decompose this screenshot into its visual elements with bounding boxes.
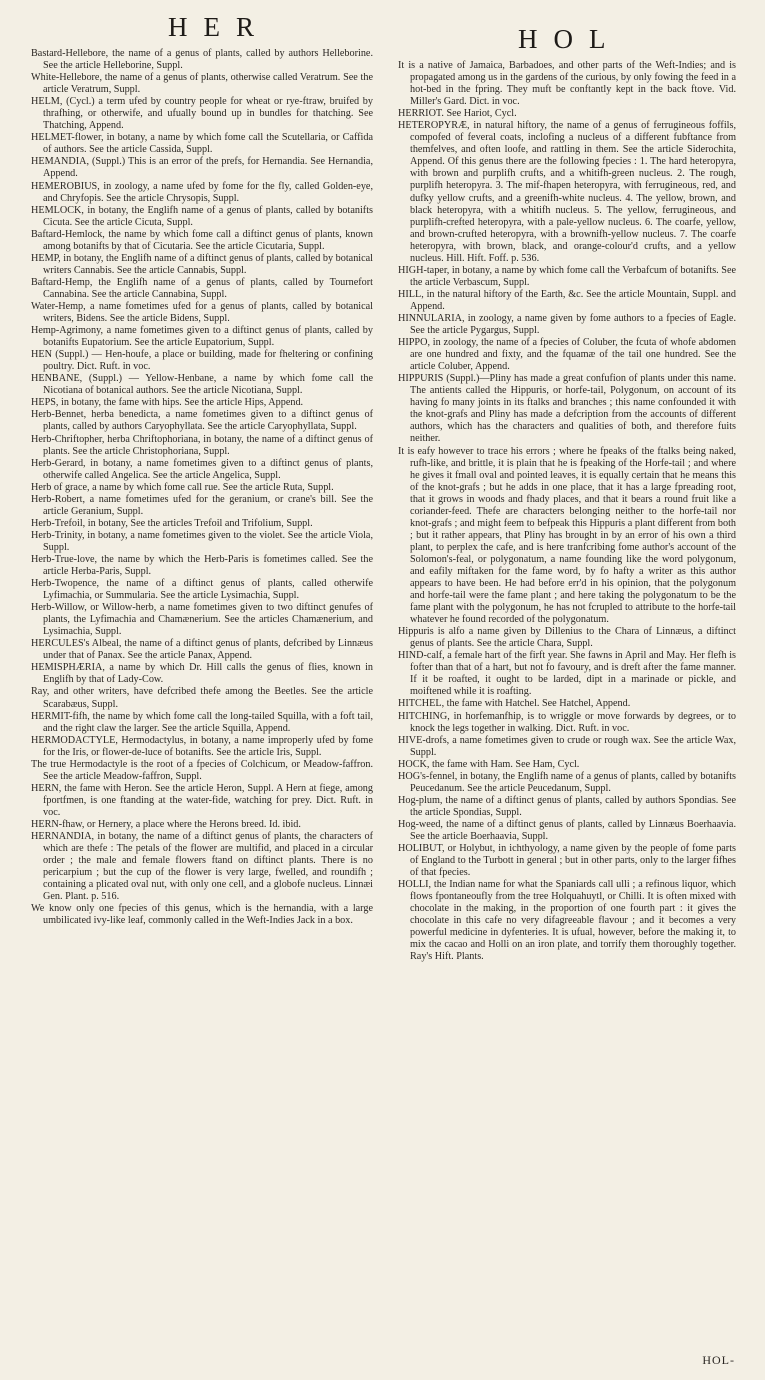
running-head-left: HER bbox=[168, 12, 270, 42]
dictionary-entry: HEMEROBIUS, in zoology, a name ufed by fome for the fly, called Golden-eye, and Chryfopis. See the article Chrysopis, Suppl. bbox=[31, 180, 373, 204]
dictionary-entry: HERNANDIA, in botany, the name of a diftinct genus of plants, the characters of which are thefe : The petals of the flower are multifid, and placed in a circular order ; the male and female flowers ftand on diftinct plants. There is no pericarpium ; but the cup of the flower is very large, fwelled, and roundifh ; containing a plicated oval nut, with only one cell, and a globofe nucleus. Linnæi Gen. Plant. p. 516. bbox=[31, 831, 373, 903]
dictionary-entry: HILL, in the natural hiftory of the Earth, &c. See the article Mountain, Suppl. and Append. bbox=[398, 288, 736, 312]
dictionary-entry: HIGH-taper, in botany, a name by which fome call the Verbafcum of botanifts. See the article Verbascum, Suppl. bbox=[398, 264, 736, 288]
dictionary-entry: HERMODACTYLE, Hermodactylus, in botany, a name improperly ufed by fome for the Iris, or flower-de-luce of botanifts. See the article Iris, Suppl. bbox=[31, 734, 373, 758]
dictionary-entry: White-Hellebore, the name of a genus of plants, otherwise called Veratrum. See the article Veratrum, Suppl. bbox=[31, 72, 373, 96]
dictionary-entry: Bastard-Hellebore, the name of a genus of plants, called by authors Helleborine. See the article Helleborine, Suppl. bbox=[31, 48, 373, 72]
dictionary-entry: Ray, and other writers, have defcribed thefe among the Beetles. See the article Scarabæus, Suppl. bbox=[31, 686, 373, 710]
dictionary-entry: Herb-Robert, a name fometimes ufed for the geranium, or crane's bill. See the article Geranium, Suppl. bbox=[31, 493, 373, 517]
dictionary-entry: Baftard-Hemp, the Englifh name of a genus of plants, called by Tournefort Cannabina. See the article Cannabina, Suppl. bbox=[31, 276, 373, 300]
left-column bbox=[31, 48, 373, 927]
dictionary-entry: Herb-Gerard, in botany, a name fometimes given to a diftinct genus of plants, otherwife called Angelica. See the article Angelica, Suppl. bbox=[31, 457, 373, 481]
running-head-right: HOL bbox=[518, 24, 622, 54]
dictionary-entry: HOLIBUT, or Holybut, in ichthyology, a name given by the people of fome parts of England to the Turbott in general ; but in other parts, only to the larger fifhes of that fpecies. bbox=[398, 843, 736, 879]
dictionary-entry: HIND-calf, a female hart of the firft year. She fawns in April and May. Her flefh is fofter than that of a hart, but not fo favoury, and is dreft after the fame manner. If it be roafted, it ought to be larded, dipt in a marinade or pickle, and moiftened while it is roafting. bbox=[398, 650, 736, 698]
dictionary-entry: HELMET-flower, in botany, a name by which fome call the Scutellaria, or Caffida of authors. See the article Cassida, Suppl. bbox=[31, 132, 373, 156]
dictionary-entry: Herb-Bennet, herba benedicta, a name fometimes given to a diftinct genus of plants, called by authors Caryophyllata. See the article Caryophyllata, Suppl. bbox=[31, 409, 373, 433]
dictionary-entry: HEMISPHÆRIA, a name by which Dr. Hill calls the genus of flies, known in Englifh by that of Lady-Cow. bbox=[31, 662, 373, 686]
dictionary-entry: Herb-Trinity, in botany, a name fometimes given to the violet. See the article Viola, Suppl. bbox=[31, 529, 373, 553]
dictionary-entry: HIVE-drofs, a name fometimes given to crude or rough wax. See the article Wax, Suppl. bbox=[398, 734, 736, 758]
dictionary-entry: HENBANE, (Suppl.) — Yellow-Henbane, a name by which fome call the Nicotiana of botanical authors. See the article Nicotiana, Suppl. bbox=[31, 373, 373, 397]
dictionary-entry: Hemp-Agrimony, a name fometimes given to a diftinct genus of plants, called by botanifts Eupatorium. See the article Eupatorium, Suppl. bbox=[31, 325, 373, 349]
dictionary-entry: HEMANDIA, (Suppl.) This is an error of the prefs, for Hernandia. See Hernandia, Append. bbox=[31, 156, 373, 180]
dictionary-entry: Herb-Trefoil, in botany, See the articles Trefoil and Trifolium, Suppl. bbox=[31, 517, 313, 529]
dictionary-entry: Herb of grace, a name by which fome call rue. See the article Ruta, Suppl. bbox=[31, 481, 334, 493]
dictionary-entry: Hog-plum, the name of a diftinct genus of plants, called by authors Spondias. See the article Spondias, Suppl. bbox=[398, 794, 736, 818]
dictionary-entry: Herb-Willow, or Willow-herb, a name fometimes given to two diftinct genufes of plants, the Lyfimachia and Chamænerium. See the articles Chamænerium, and Lysimachia, Suppl. bbox=[31, 602, 373, 638]
dictionary-entry: It is a native of Jamaica, Barbadoes, and other parts of the Weft-Indies; and is propagated among us in the gardens of the curious, by only fowing the feed in a hot-bed in the fpring. They muft be conftantly kept in the back ftove. Vid. Miller's Gard. Dict. in voc. bbox=[398, 60, 736, 108]
dictionary-entry: Herb-Chriftopher, herba Chriftophoriana, in botany, the name of a diftinct genus of plants. See the article Christophoriana, Suppl. bbox=[31, 433, 373, 457]
right-column bbox=[398, 60, 736, 964]
dictionary-entry: HIPPURIS (Suppl.)—Pliny has made a great confufion of plants under this name. The antients called the Hippuris, or horfe-tail, Polygonum, on account of its having fo many joints in its ftalks and branches ; this name confounded it with the knot-grafs and Pliny has made a defcription from the accounts of different authors, which has the characters and qualities of both, and therefore fuits neither. bbox=[398, 373, 736, 445]
dictionary-entry: Herb-Twopence, the name of a diftinct genus of plants, called otherwife Lyfimachia, or Summularia. See the article Lysimachia, Suppl. bbox=[31, 578, 373, 602]
dictionary-entry: HERN-fhaw, or Hernery, a place where the Herons breed. Id. ibid. bbox=[31, 819, 301, 830]
dictionary-entry: HINNULARIA, in zoology, a name given by fome authors to a fpecies of Eagle. See the article Pygargus, Suppl. bbox=[398, 312, 736, 337]
dictionary-entry: HEMP, in botany, the Englifh name of a diftinct genus of plants, called by botanical writers Cannabis. See the article Cannabis, Suppl. bbox=[31, 252, 373, 276]
dictionary-entry: Hippuris is alfo a name given by Dillenius to the Chara of Linnæus, a diftinct genus of plants. See the article Chara, Suppl. bbox=[398, 626, 736, 650]
dictionary-entry: HERCULES's Albeal, the name of a diftinct genus of plants, defcribed by Linnæus under that of Panax. See the article Panax, Append. bbox=[31, 638, 373, 662]
dictionary-entry: We know only one fpecies of this genus, which is the hernandia, with a large umbilicated ivy-like leaf, commonly called in the Weft-Indies Jack in a box. bbox=[31, 903, 373, 927]
dictionary-entry: Water-Hemp, a name fometimes ufed for a genus of plants, called by botanical writers, Bidens. See the article Bidens, Suppl. bbox=[31, 300, 373, 325]
dictionary-entry: HERN, the fame with Heron. See the article Heron, Suppl. A Hern at fiege, among fportfmen, is one ftanding at the water-fide, watching for prey. Dict. Ruft. in voc. bbox=[31, 782, 373, 818]
dictionary-entry: HOCK, the fame with Ham. See Ham, Cycl. bbox=[398, 758, 580, 770]
dictionary-entry: HERMIT-fifh, the name by which fome call the long-tailed Squilla, with a foft tail, and the right claw the larger. See the article Squilla, Append. bbox=[31, 710, 373, 734]
dictionary-entry: Hog-weed, the name of a diftinct genus of plants, called by Linnæus Boerhaavia. See the article Boerhaavia, Suppl. bbox=[398, 818, 736, 842]
dictionary-entry: HETEROPYRÆ, in natural hiftory, the name of a genus of ferrugineous foffils, compofed of feveral coats, inclofing a nucleus of a different fubftance from themfelves, and often loofe, and rattling in them. See the article Siderochita, Append. Of this genus there are the following fpecies : 1. The hard heteropyra, with brown and purplifh crufts, and a whitifh-green nucleus. 2. The rough, purplifh heteropyra. 3. The mif-fhapen heteropyra, with ferrugineous, red, and dufky yellow crufts, and a greenifh-white nucleus. 4. The yellow, brown, and black heteropyra, with a whitifh nucleus. 5. The yellow, ferrugineous, and purplifh-crefted heteropyra, with a pale-yellow nucleus. 6. The coarfe, yellow, and brown-crufted heteropyra, with a brownifh-yellow nucleus. 7. The coarfe heteropyra, with brown, black, and orange-colour'd crufts, and a yellow nucleus. Hill. Hift. Foff. p. 536. bbox=[398, 120, 736, 264]
dictionary-entry: It is eafy however to trace his errors ; where he fpeaks of the ftalks being naked, rufh-like, and brittle, it is plain that he is fpeaking of the Horfe-tail ; and where he gives it fmall oval and pointed leaves, it is equally certain that he means this of the knot-grafs ; but he adds in one place, that it has a large fpreading root, that it grows in woods and fhady places, and that it bears a round fruit like a coriander-feed. Thefe are characters belonging neither to the horfe-tail nor knot-grafs ; and might feem to befpeak this Hippuris a plant different from both ; but it rather appears, that Pliny has brought in by an error of his own a third plant, to perplex the cafe, and is here tranfcribing fome author's account of the Solomon's-feal, or polygonatum, a name founding like the word polygonum, and eafily miftaken for the fame word, by fo hafty a writer as this author appears to have been. He had before err'd in his opinion, that the polygonum and horfe-tail were the fame plant ; and here taking the polygonatum to be the fame plant with the polygonum, he has not fcrupled to attribute to the horfe-tail whatever he found recorded of the polygonatum. bbox=[398, 445, 736, 626]
dictionary-entry: Baftard-Hemlock, the name by which fome call a diftinct genus of plants, known among botanifts by that of Cicutaria. See the article Cicutaria, Suppl. bbox=[31, 228, 373, 252]
dictionary-entry: Herb-True-love, the name by which the Herb-Paris is fometimes called. See the article Herba-Paris, Suppl. bbox=[31, 553, 373, 578]
dictionary-entry: HITCHEL, the fame with Hatchel. See Hatchel, Append. bbox=[398, 698, 631, 710]
dictionary-entry: HEMLOCK, in botany, the Englifh name of a genus of plants, called by botanifts Cicuta. See the article Cicuta, Suppl. bbox=[31, 204, 373, 228]
dictionary-entry: HITCHING, in horfemanfhip, is to wriggle or move forwards by degrees, or to knock the legs together in walking. Dict. Ruft. in voc. bbox=[398, 710, 736, 734]
dictionary-entry: HEN (Suppl.) — Hen-houfe, a place or building, made for fheltering or confining poultry. Dict. Ruft. in voc. bbox=[31, 349, 373, 373]
catchword: HOL- bbox=[702, 1353, 735, 1367]
dictionary-entry: HELM, (Cycl.) a term ufed by country people for wheat or rye-ftraw, bruifed by thrafhing, or otherwife, and ufually bound up in bundles for thatching. See Thatching, Append. bbox=[31, 96, 373, 132]
dictionary-entry: HOLLI, the Indian name for what the Spaniards call ulli ; a refinous liquor, which flows fpontaneoufly from the tree Holquahuytl, or Chilli. It is often mixed with chocolate in the making, in the proportion of one fourth part : it gives the chocolate in this cafe no very difagreeable flavour ; and it becomes a very powerful medicine in dyfenteries. It is ufual, however, before the making it, to mix the cacao and Holli on an iron plate, and torrify them thoroughly together. Ray's Hift. Plants. bbox=[398, 879, 736, 963]
dictionary-entry: HEPS, in botany, the fame with hips. See the article Hips, Append. bbox=[31, 397, 304, 409]
dictionary-entry: The true Hermodactyle is the root of a fpecies of Colchicum, or Meadow-faffron. See the article Meadow-faffron, Suppl. bbox=[31, 758, 373, 782]
dictionary-entry: HERRIOT. See Hariot, Cycl. bbox=[398, 108, 517, 120]
dictionary-entry: HIPPO, in zoology, the name of a fpecies of Coluber, the fcuta of whofe abdomen are one hundred and fixty, and the fquamæ of the tail one hundred. See the article Coluber, Append. bbox=[398, 337, 736, 373]
dictionary-entry: HOG's-fennel, in botany, the Englifh name of a genus of plants, called by botanifts Peucedanum. See the article Peucedanum, Suppl. bbox=[398, 770, 736, 794]
